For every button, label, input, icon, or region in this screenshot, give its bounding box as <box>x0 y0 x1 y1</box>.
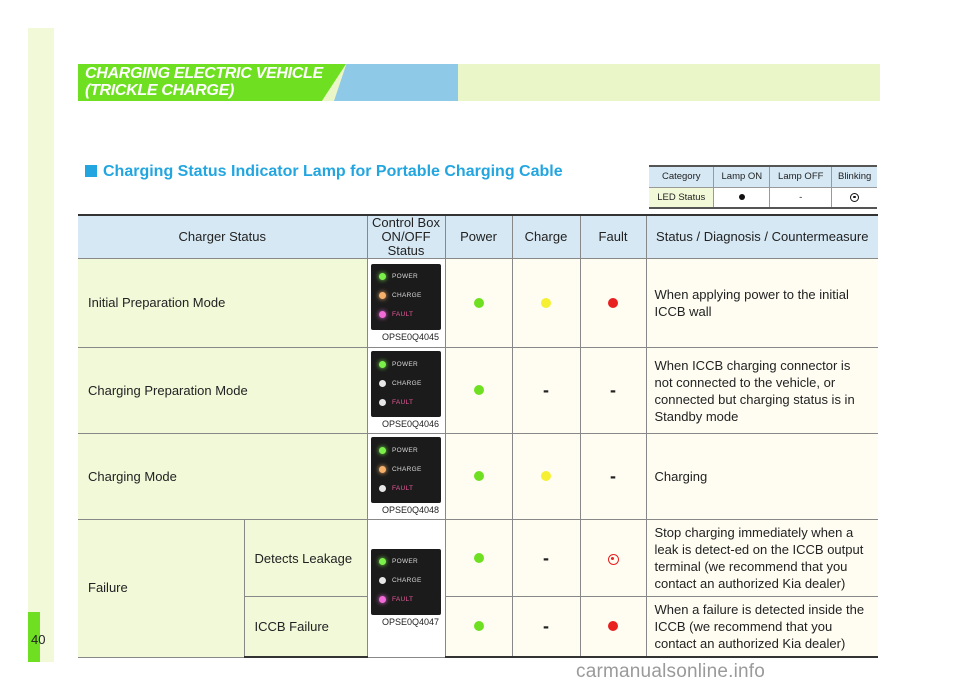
square-bullet-icon <box>85 165 97 177</box>
header-charge: Charge <box>512 215 580 259</box>
lamp-off-dash: - <box>543 380 549 400</box>
power-lamp <box>445 348 512 434</box>
header-control-box-line1: Control Box <box>372 215 440 230</box>
table-row <box>78 520 878 597</box>
table-row <box>78 259 878 348</box>
legend-header-lamp-off: Lamp OFF <box>770 166 832 187</box>
charge-lamp <box>512 434 580 520</box>
green-lamp-on-icon <box>474 298 484 308</box>
fault-led-icon <box>379 596 386 603</box>
control-box-photo <box>371 437 441 515</box>
photo-label-fault: FAULT <box>392 596 414 604</box>
chapter-title-line2: (TRICKLE CHARGE) <box>85 82 234 99</box>
charge-led-icon <box>379 577 386 584</box>
photo-label-power: POWER <box>392 360 419 368</box>
chapter-title-line1: CHARGING ELECTRIC VEHICLE <box>85 65 323 82</box>
row-label: ICCB Failure <box>244 597 367 658</box>
charging-status-table <box>78 214 878 658</box>
image-code: OPSE0Q4047 <box>381 616 439 627</box>
lamp-off-dash: - <box>543 547 549 568</box>
control-box-image <box>367 520 445 658</box>
filled-dot-icon <box>739 194 745 200</box>
green-lamp-on-icon <box>474 553 484 563</box>
table-row <box>78 434 878 520</box>
row-description: Stop charging immediately when a leak is detect-ed on the ICCB output terminal (we recommend that you contact an authorized Kia dealer) <box>646 520 878 597</box>
control-box-image <box>367 434 445 520</box>
page-number: 40 <box>31 632 46 647</box>
lamp-off-dash: - <box>543 616 549 636</box>
yellow-lamp-on-icon <box>541 471 551 481</box>
failure-group-label: Failure <box>78 520 244 658</box>
photo-label-charge: CHARGE <box>392 465 422 473</box>
red-lamp-blinking-icon <box>608 554 619 565</box>
header-charger-status: Charger Status <box>78 215 367 259</box>
charge-led-icon <box>379 380 386 387</box>
section-title <box>85 163 563 181</box>
header-control-box-line2: ON/OFF Status <box>381 229 431 258</box>
photo-label-charge: CHARGE <box>392 577 422 585</box>
fault-lamp <box>580 348 646 434</box>
legend-header-row <box>649 166 877 187</box>
green-lamp-on-icon <box>474 385 484 395</box>
control-box-image <box>367 259 445 348</box>
photo-label-charge: CHARGE <box>392 379 422 387</box>
chapter-title <box>85 65 323 99</box>
header-fault: Fault <box>580 215 646 259</box>
table-header-row <box>78 215 878 259</box>
row-description: When ICCB charging connector is not connected to the vehicle, or connected but charging status is in Standby mode <box>646 348 878 434</box>
photo-label-fault: FAULT <box>392 311 414 318</box>
header-power: Power <box>445 215 512 259</box>
image-code: OPSE0Q4046 <box>381 419 439 429</box>
header-blue-block <box>334 64 458 101</box>
fault-lamp <box>580 434 646 520</box>
table-row <box>78 348 878 434</box>
lamp-off-dash: - <box>610 466 616 486</box>
fault-lamp <box>580 259 646 348</box>
photo-label-fault: FAULT <box>392 398 414 406</box>
side-bar <box>28 28 54 662</box>
fault-led-icon <box>379 485 386 492</box>
charge-lamp <box>512 597 580 658</box>
green-lamp-on-icon <box>474 621 484 631</box>
charge-lamp <box>512 520 580 597</box>
legend-row-label: LED Status <box>649 187 714 208</box>
legend-header-blinking: Blinking <box>832 166 877 187</box>
legend-header-category: Category <box>649 166 714 187</box>
control-box-photo <box>371 549 441 627</box>
control-box-lamps-image <box>371 264 441 330</box>
control-box-photo <box>371 264 441 342</box>
row-description: Charging <box>646 434 878 520</box>
row-label: Charging Preparation Mode <box>78 348 367 434</box>
fault-lamp <box>580 520 646 597</box>
row-label: Detects Leakage <box>244 520 367 597</box>
photo-label-power: POWER <box>392 273 419 280</box>
legend-row <box>649 187 877 208</box>
control-box-lamps-image <box>371 351 441 417</box>
charge-led-icon <box>379 292 386 299</box>
control-box-lamps-image <box>371 549 441 615</box>
watermark-link[interactable]: carmanualsonline.info <box>576 661 766 682</box>
power-lamp <box>445 259 512 348</box>
legend-lamp-off: - <box>770 187 832 208</box>
photo-label-fault: FAULT <box>392 484 414 492</box>
legend-table <box>649 165 877 209</box>
charge-lamp <box>512 348 580 434</box>
section-title-text: Charging Status Indicator Lamp for Portable Charging Cable <box>103 163 563 180</box>
photo-label-power: POWER <box>392 558 419 566</box>
yellow-lamp-on-icon <box>541 298 551 308</box>
power-lamp <box>445 520 512 597</box>
legend-blinking <box>832 187 877 208</box>
row-description: When applying power to the initial ICCB wall <box>646 259 878 348</box>
fault-led-icon <box>379 311 386 318</box>
lamp-off-dash: - <box>610 380 616 400</box>
image-code: OPSE0Q4045 <box>381 331 439 342</box>
red-lamp-on-icon <box>608 621 618 631</box>
power-lamp <box>445 434 512 520</box>
power-led-icon <box>379 273 386 280</box>
legend-lamp-on <box>714 187 770 208</box>
row-label: Charging Mode <box>78 434 367 520</box>
control-box-lamps-image <box>371 437 441 503</box>
photo-label-charge: CHARGE <box>392 292 422 299</box>
charge-led-icon <box>379 466 386 473</box>
fault-lamp <box>580 597 646 658</box>
photo-label-power: POWER <box>392 446 419 454</box>
legend-header-lamp-on: Lamp ON <box>714 166 770 187</box>
green-lamp-on-icon <box>474 471 484 481</box>
power-led-icon <box>379 361 386 368</box>
row-description: When a failure is detected inside the ICCB (we recommend that you contact an authorized Kia dealer) <box>646 597 878 658</box>
fault-led-icon <box>379 399 386 406</box>
power-led-icon <box>379 558 386 565</box>
image-code: OPSE0Q4048 <box>381 505 439 515</box>
power-led-icon <box>379 447 386 454</box>
blinking-dot-icon <box>850 193 859 202</box>
header-control-box <box>367 215 445 259</box>
header-status: Status / Diagnosis / Countermeasure <box>646 215 878 259</box>
red-lamp-on-icon <box>608 298 618 308</box>
control-box-photo <box>371 351 441 429</box>
charge-lamp <box>512 259 580 348</box>
control-box-image <box>367 348 445 434</box>
row-label: Initial Preparation Mode <box>78 259 367 348</box>
power-lamp <box>445 597 512 658</box>
